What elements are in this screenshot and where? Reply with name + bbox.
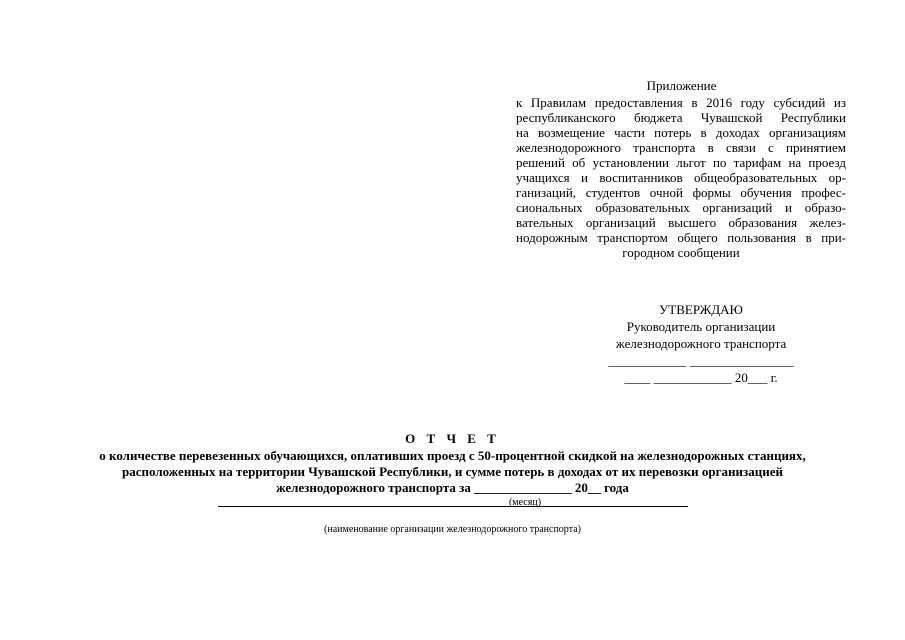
report-subtitle [50, 448, 855, 496]
signature-line: ____________ ________________ [608, 353, 794, 368]
report-line2: расположенных на территории Чувашской Республики, и сумме потерь в доходах от их перевозки организацией [122, 464, 783, 479]
appendix-text [516, 95, 846, 260]
approval-heading: УТВЕРЖДАЮ [659, 302, 743, 317]
approval-position-line1: Руководитель организации [626, 319, 776, 334]
approval-position-line2: железнодорожного транспорта [615, 336, 787, 351]
appendix-line: республиканского бюджета Чувашской Республики [516, 110, 846, 125]
organization-name-line [218, 506, 688, 507]
report-line3: железнодорожного транспорта за _______________ 20__ года [276, 480, 629, 495]
appendix-line: нодорожным транспортом общего пользования в при- [516, 230, 846, 245]
appendix-line: решений об установлении льгот по тарифам на проезд [516, 155, 846, 170]
appendix-line: к Правилам предоставления в 2016 году субсидий из [516, 95, 846, 110]
appendix-line: учащихся и воспитанников общеобразовательных ор- [516, 170, 846, 185]
appendix-line: на возмещение части потерь в доходах организациям [516, 125, 846, 140]
appendix-line: ганизаций, студентов очной формы обучения профес- [516, 185, 846, 200]
appendix-line: железнодорожного транспорта в связи с принятием [516, 140, 846, 155]
report-line1: о количестве перевезенных обучающихся, оплативших проезд с 50-процентной скидкой на железнодорожных станциях, [99, 448, 806, 463]
organization-caption: (наименование организации железнодорожного транспорта) [324, 524, 581, 535]
appendix-line: сиональных образовательных организаций и образо- [516, 200, 846, 215]
month-caption: (месяц) [508, 497, 542, 508]
appendix-line: вательных организаций высшего образования желез- [516, 215, 846, 230]
appendix-line: городном сообщении [622, 245, 740, 260]
report-title: О Т Ч Е Т [405, 431, 500, 446]
approval-block [598, 301, 804, 386]
appendix-title: Приложение [646, 78, 717, 93]
date-line: ____ ____________ 20___ г. [624, 370, 778, 385]
